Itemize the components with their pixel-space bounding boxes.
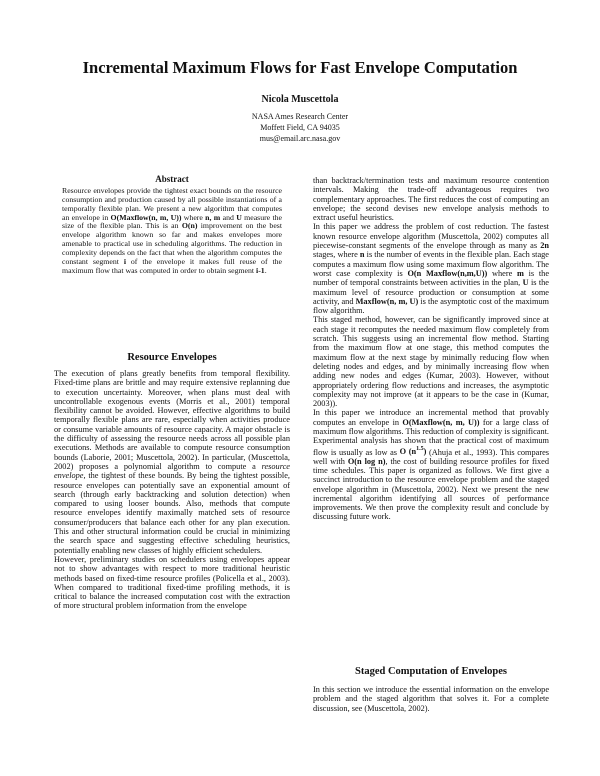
paragraph: However, preliminary studies on schedulers using envelopes appear not to show advantages with respect to more traditional heuristic methods based on fixed-time resource profiles (Policella et al., 2003). When compared to traditional fixed-time profiling methods, it is critical to balance the increased computation cost with the extraction of more structural problem information from the envelope: [54, 554, 290, 611]
paragraph: In this paper we address the problem of cost reduction. The fastest known resource envelope algorithm (Muscettola, 2002) computes all piecewise-constant segments of the envelope through as many as 2n stages, where n is the number of events in the flexible plan. Each stage computes a maximum flow using some maximum flow algorithm. The worst case complexity is O(n Maxflow(n,m,U)) where m is the number of temporal constraints between activities in the plan, U is the maximum level of resource production or consumption at some activity, and Maxflow(n, m, U) is the asymptotic cost of the maximum flow algorithm.: [313, 222, 550, 316]
paragraph: than backtrack/termination tests and maximum resource contention intervals. Making the trade-off advantageous requires two complementary approaches. The first reduces the cost of computing an envelope; the second devises new envelope analysis methods to extract useful heuristics.: [313, 176, 549, 223]
right-column-body: [313, 176, 549, 522]
abstract-heading: Abstract: [155, 174, 189, 184]
author-name: Nicola Muscettola: [261, 94, 339, 105]
paragraph: In this paper we introduce an incremental method that provably computes an envelope in O(Maxflow(n, m, U)) for a large class of maximum flow algorithms. This reduction of complexity is significant. Experimental analysis has shown that the practical cost of maximum flow is usually as low as O $(n^{1.5})$ (Ahuja et al., 1993). This compares well with O(n log n), the cost of building resource profiles for fixed time schedules. This paper is organized as follows. We first give a succinct introduction to the resource envelope problem and the staged envelope algorithm in (Muscettola, 2002). Next we present the new incremental algorithm identifying all sources of performance improvements. We then prove the complexity result and conclude by discussing future work.: [313, 408, 550, 522]
paragraph: This staged method, however, can be significantly improved since at each stage it recomputes the needed maximum flow completely from scratch. This suggests using an incremental flow method. Starting from the maximum flow at one stage, this method computes the maximum flow at the next stage by minimally reducing flow when deleting nodes and edges, and by minimally increasing flow when adding new nodes and edges (Kumar, 2003). However, without appropriately ordering flow reductions and increases, the asymptotic complexity may not improve (at it appears to be the case in (Kumar, 2003)).: [313, 315, 549, 409]
affiliation-org: NASA Ames Research Center: [251, 112, 349, 121]
section-heading-resource-envelopes: Resource Envelopes: [127, 352, 217, 363]
paragraph: In this section we introduce the essential information on the envelope problem and the staged algorithm that solves it. For a complete discussion, see (Muscettola, 2002).: [313, 685, 549, 713]
staged-computation-body: [313, 685, 549, 713]
affiliation-email: mus@email.arc.nasa.gov: [259, 134, 341, 143]
affiliation-city: Moffett Field, CA 94035: [260, 123, 340, 132]
paper-title: Incremental Maximum Flows for Fast Envelope Computation: [82, 58, 518, 77]
paragraph: The execution of plans greatly benefits from temporal flexibility. Fixed-time plans are brittle and may require extensive replanning due to execution uncertainty. Moreover, when plans must deal with uncontrollable exogenous events (Morris et al., 2001) temporal flexibility cannot be avoided. However, effective algorithms to build temporally flexible plans are rare, especially when activities produce or consume variable amounts of resource capacity. A major obstacle is the difficulty of assessing the resource needs across all possible plan executions. Methods are available to compute resource consumption bounds (Laborie, 2001; Muscettola, 2002). In particular, (Muscettola, 2002) proposes a polynomial algorithm to compute a resource envelope, the tightest of these bounds. By being the tightest possible, resource envelopes can potentially save an exponential amount of search (through early backtracking and solution detection) when compared to using looser bounds. Also, methods that compute resource envelopes identify maximally matched sets of resource consumer/producers that balance each other for any plan execution. This and other structural information could be crucial in minimizing the search space and suggesting effective scheduling heuristics, potentially enabling new classes of highly efficient schedulers.: [54, 369, 290, 555]
resource-envelopes-body: [54, 369, 290, 611]
section-heading-staged-computation: Staged Computation of Envelopes: [355, 666, 507, 677]
abstract-text: Resource envelopes provide the tightest exact bounds on the resource consumption and production caused by all possible instantiations of a temporally flexible plan. We present a new algorithm that computes an envelope in O(Maxflow(n, m, U)) where n, m and U measure the size of the flexible plan. This is an O(n) improvement on the best envelope algorithm known so far and makes envelopes more amenable to practical use in scheduling algorithms. The reduction in complexity depends on the fact that when the algorithm computes the constant segment i of the envelope it makes full reuse of the maximum flow that was computed in order to obtain segment i-1.: [62, 186, 282, 275]
